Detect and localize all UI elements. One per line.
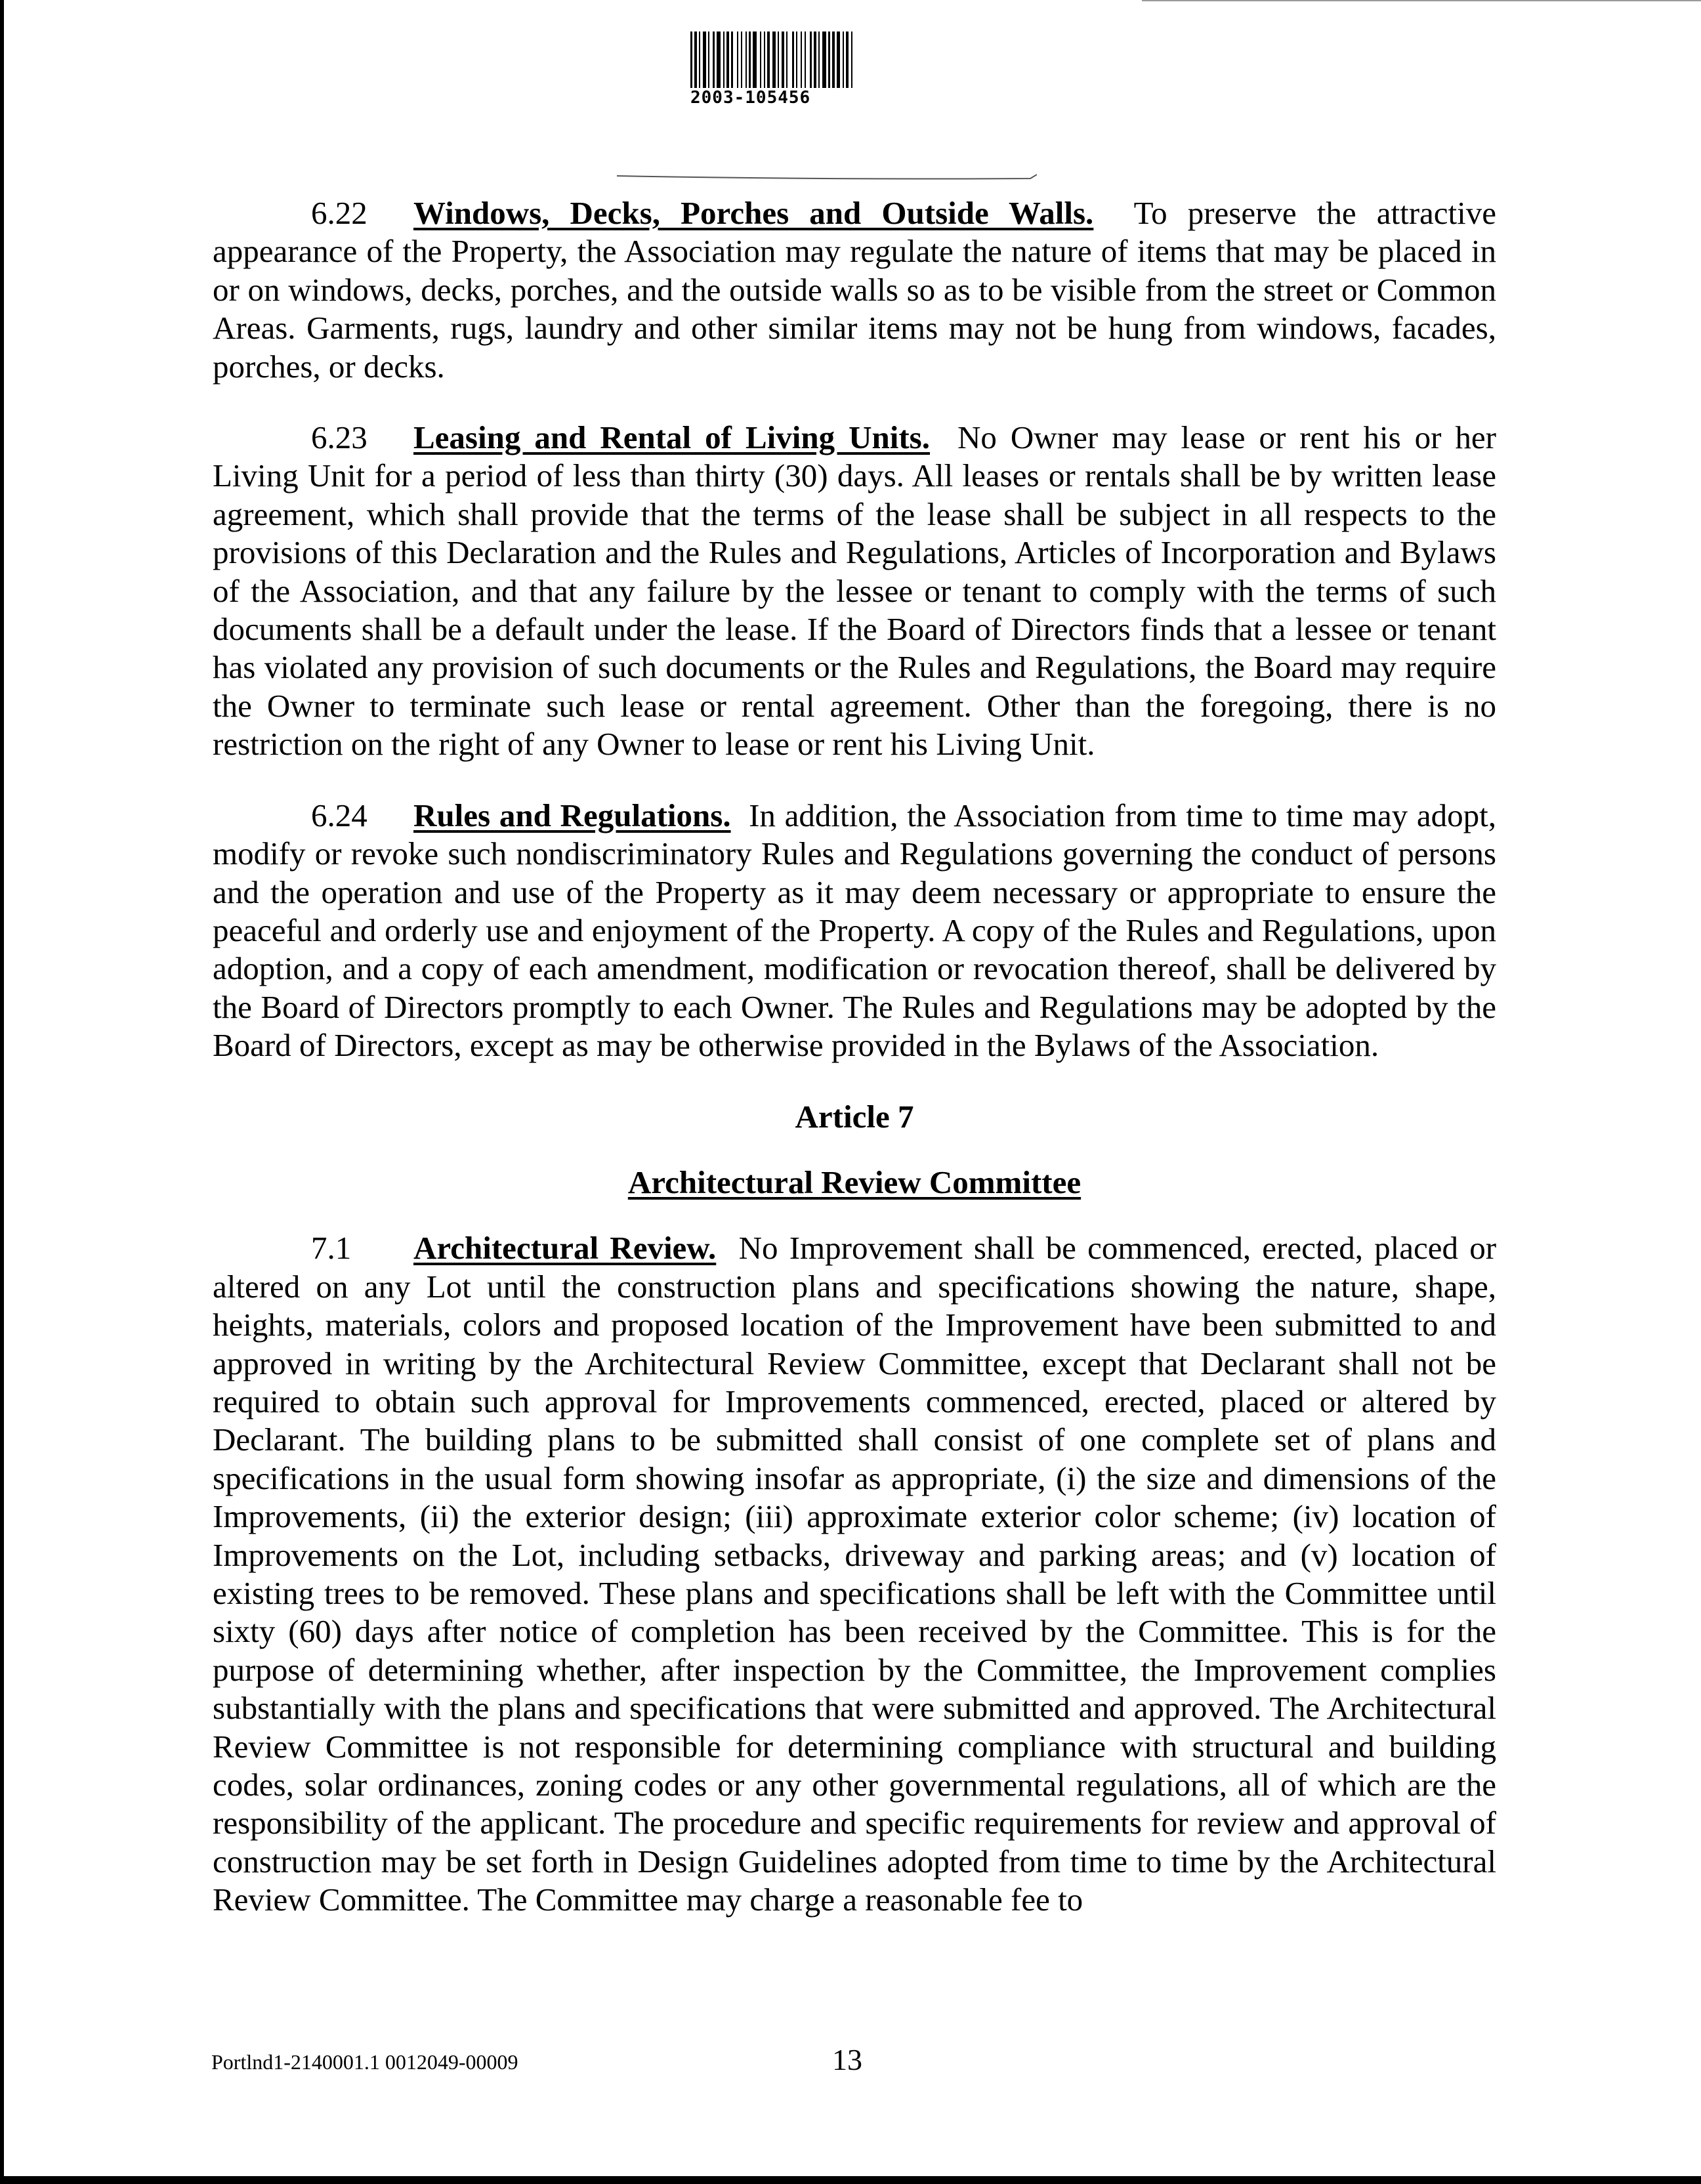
page-number: 13 <box>832 2043 862 2076</box>
scan-border-top <box>1142 0 1701 1</box>
section-7-1 <box>213 1229 1496 1919</box>
section-number: 6.22 <box>311 195 368 231</box>
section-heading: Rules and Regulations. <box>413 797 731 833</box>
scan-border-left <box>0 0 4 2184</box>
section-text: No Owner may lease or rent his or her Living Unit for a period of less than thirty (30) days. All leases or rentals shall be by written lease agreement, which shall provide that the terms of the lease shall be subject in all respects to the provisions of this Declaration and the Rules and Regulations, Articles of Incorporation and Bylaws of the Association, and that any failure by the lessee or tenant to comply with the terms of such documents shall be a default under the lease. If the Board of Directors finds that a lessee or tenant has violated any provision of such documents or the Rules and Regulations, the Board may require the Owner to terminate such lease or rental agreement. Other than the foregoing, there is no restriction on the right of any Owner to lease or rent his Living Unit. <box>213 419 1497 763</box>
section-heading: Windows, Decks, Porches and Outside Walls. <box>413 195 1094 231</box>
article-title: Architectural Review Committee <box>627 1164 1082 1200</box>
section-6-22 <box>213 194 1496 386</box>
barcode-bars <box>690 32 990 88</box>
section-6-24 <box>213 797 1496 1065</box>
section-number: 7.1 <box>311 1230 352 1267</box>
section-text: No Improvement shall be commenced, erected, placed or altered on any Lot until the construction plans and specifications showing the nature, shape, heights, materials, colors and proposed location of the Improvement have been submitted to and approved in writing by the Architectural Review Committee, except that Declarant shall not be required to obtain such approval for Improvements commenced, erected, placed or altered by Declarant. The building plans to be submitted shall consist of one complete set of plans and specifications in the usual form showing insofar as appropriate, (i) the size and dimensions of the Improvements, (ii) the exterior design; (iii) approximate exterior color scheme; (iv) location of Improvements on the Lot, including setbacks, driveway and parking areas; and (v) location of existing trees to be removed. These plans and specifications shall be left with the Committee until sixty (60) days after notice of completion has been received by the Committee. This is for the purpose of determining whether, after inspection by the Committee, the Improvement complies substantially with the plans and specifications that were submitted and approved. The Architectural Review Committee is not responsible for determining compliance with structural and building codes, solar ordinances, zoning codes or any other governmental regulations, all of which are the responsibility of the applicant. The procedure and specific requirements for review and approval of construction may be set forth in Design Guidelines adopted from time to time by the Architectural Review Committee. The Committee may charge a reasonable fee to <box>213 1230 1497 1918</box>
section-text: In addition, the Association from time to time may adopt, modify or revoke such nondiscriminatory Rules and Regulations governing the conduct of persons and the operation and use of the Property as it may deem necessary or appropriate to ensure the peaceful and orderly use and enjoyment of the Property. A copy of the Rules and Regulations, upon adoption, and a copy of each amendment, modification or revocation thereof, shall be delivered by the Board of Directors promptly to each Owner. The Rules and Regulations may be adopted by the Board of Directors, except as may be otherwise provided in the Bylaws of the Association. <box>213 797 1497 1064</box>
article-label: Article 7 <box>795 1098 914 1135</box>
horizontal-rule <box>617 172 1037 182</box>
section-heading: Architectural Review. <box>413 1230 717 1267</box>
footer-doc-id: Portlnd1-2140001.1 0012049-00009 <box>211 2050 518 2074</box>
section-number: 6.23 <box>311 419 368 456</box>
barcode-number: 2003-105456 <box>690 88 811 108</box>
scan-border-bottom <box>0 2176 1701 2184</box>
section-6-23 <box>213 419 1496 764</box>
section-text: To preserve the attractive appearance of the Property, the Association may regulate the nature of items that may be placed in or on windows, decks, porches, and the outside walls so as to be visible from the street or Common Areas. Garments, rugs, laundry and other similar items may not be hung from windows, facades, porches, or decks. <box>213 195 1496 385</box>
document-body <box>213 194 1496 1952</box>
section-heading: Leasing and Rental of Living Units. <box>413 419 931 456</box>
section-number: 6.24 <box>311 797 368 833</box>
